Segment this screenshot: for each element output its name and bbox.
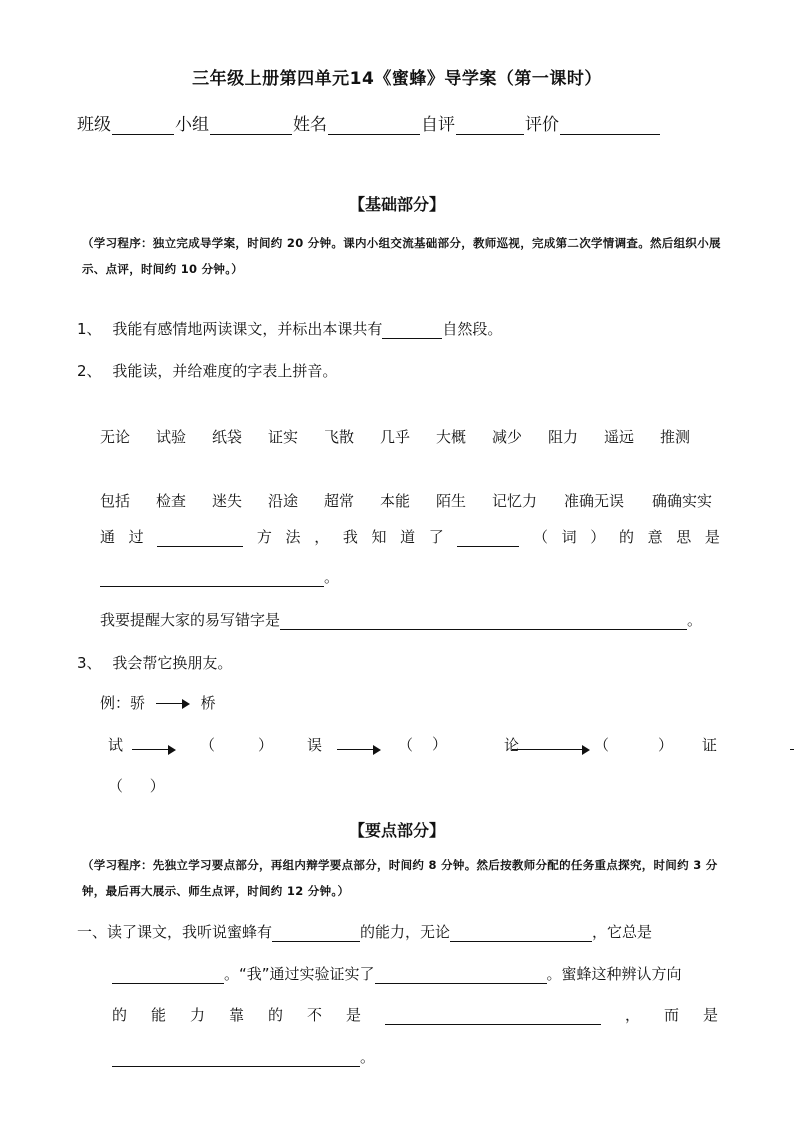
keypoint-question-1 bbox=[77, 921, 652, 942]
eval-field[interactable] bbox=[560, 116, 660, 135]
vocab-word: 陌生 bbox=[436, 492, 467, 510]
kp1-char: 的 bbox=[112, 1006, 128, 1024]
q2-number: 2、 bbox=[77, 362, 102, 380]
group-label: 小组 bbox=[175, 115, 209, 135]
kp1-proved-blank[interactable] bbox=[375, 967, 547, 984]
vocab-word: 记忆力 bbox=[492, 492, 538, 510]
kp1-not-blank[interactable] bbox=[385, 1008, 601, 1025]
paren-close: ） bbox=[658, 736, 674, 754]
vocab-word: 遥远 bbox=[604, 428, 635, 446]
page-title: 三年级上册第四单元14《蜜蜂》导学案（第一课时） bbox=[192, 69, 602, 89]
q3-number: 3、 bbox=[77, 654, 102, 672]
vocab-word: 证实 bbox=[268, 428, 299, 446]
kp1-char: 是 bbox=[346, 1006, 362, 1024]
vocab-word: 几乎 bbox=[380, 428, 411, 446]
vocab-word: 无论 bbox=[100, 428, 131, 446]
exercise-char: 论 bbox=[504, 736, 520, 754]
q1-text-end: 自然段。 bbox=[442, 320, 503, 338]
kp1-text: 。“我”通过实验证实了 bbox=[224, 965, 375, 983]
example-label: 例：骄 bbox=[100, 694, 146, 712]
meaning-char: 知 bbox=[371, 528, 387, 546]
basic-question-2 bbox=[77, 360, 337, 381]
remind-line bbox=[100, 609, 702, 630]
kp1-char: 能 bbox=[151, 1006, 167, 1024]
exercise-char: 证 bbox=[702, 736, 718, 754]
self-eval-field[interactable] bbox=[456, 116, 524, 135]
vocab-word: 本能 bbox=[380, 492, 411, 510]
kp1-char: 靠 bbox=[229, 1006, 245, 1024]
kp1-number: 一、 bbox=[77, 923, 108, 941]
paren-close: ） bbox=[149, 777, 165, 795]
q1-blank[interactable] bbox=[382, 322, 442, 339]
meaning-char: 我 bbox=[342, 528, 358, 546]
name-label: 姓名 bbox=[293, 115, 327, 135]
vocab-word: 试验 bbox=[156, 428, 187, 446]
meaning-char: ， bbox=[314, 528, 330, 546]
vocab-word: 确确实实 bbox=[652, 492, 713, 510]
paren-close: ） bbox=[432, 735, 448, 753]
meaning-char: 通 bbox=[100, 528, 116, 546]
q3-text: 我会帮它换朋友。 bbox=[112, 654, 233, 672]
name-field[interactable] bbox=[328, 116, 420, 135]
meaning-line bbox=[100, 526, 720, 547]
q2-text: 我能读，并给难度的字表上拼音。 bbox=[112, 362, 338, 380]
meaning-char: 意 bbox=[647, 528, 663, 546]
kp1-ability-blank[interactable] bbox=[272, 925, 360, 942]
kp1-text: 的能力，无论 bbox=[360, 923, 451, 941]
meaning-char: 过 bbox=[128, 528, 144, 546]
vocab-word: 超常 bbox=[324, 492, 355, 510]
vocab-word: 推测 bbox=[660, 428, 691, 446]
student-info-row bbox=[77, 110, 661, 135]
keypoint-question-1-line-4 bbox=[112, 1046, 375, 1067]
basic-question-3 bbox=[77, 652, 232, 673]
kp1-char: ， bbox=[624, 1006, 640, 1024]
basic-section-heading: 【基础部分】 bbox=[348, 195, 445, 214]
kp1-always-blank[interactable] bbox=[112, 967, 224, 984]
q1-text: 我能有感情地两读课文，并标出本课共有 bbox=[112, 320, 383, 338]
meaning-blank[interactable] bbox=[100, 570, 324, 587]
meaning-char: 方 bbox=[256, 528, 272, 546]
basic-section-note: （学习程序：独立完成导学案，时间约 20 分钟。课内小组交流基础部分，教师巡视，完成第二次学情调查。然后组织小展示、点评，时间约 10 分钟。） bbox=[82, 236, 721, 276]
self-eval-label: 自评 bbox=[421, 115, 455, 135]
meaning-line-continuation bbox=[100, 566, 339, 587]
word-blank[interactable] bbox=[457, 530, 519, 547]
paren-close: ） bbox=[258, 736, 274, 754]
kp1-char: 不 bbox=[307, 1006, 323, 1024]
meaning-char: 法 bbox=[285, 528, 301, 546]
class-field[interactable] bbox=[112, 116, 174, 135]
exercise-char: 试 bbox=[108, 736, 124, 754]
paren-open: （ bbox=[398, 736, 414, 754]
remind-text: 我要提醒大家的易写错字是 bbox=[100, 611, 281, 629]
vocab-word: 迷失 bbox=[212, 492, 243, 510]
exercise-line bbox=[108, 734, 720, 756]
kp1-text: ，它总是 bbox=[592, 923, 653, 941]
meaning-char: 词 bbox=[561, 528, 577, 546]
kp1-condition-blank[interactable] bbox=[450, 925, 592, 942]
meaning-end: 。 bbox=[324, 568, 340, 586]
q1-number: 1、 bbox=[77, 320, 102, 338]
right-arrow-icon bbox=[337, 745, 381, 755]
meaning-char: ） bbox=[590, 528, 606, 546]
kp1-text: 。蜜蜂这种辨认方向 bbox=[546, 965, 682, 983]
vocab-word: 检查 bbox=[156, 492, 187, 510]
example-target: 桥 bbox=[200, 694, 216, 712]
kp1-but-blank[interactable] bbox=[112, 1050, 360, 1067]
kp1-char: 力 bbox=[190, 1006, 206, 1024]
kp1-text: 读了课文，我听说蜜蜂有 bbox=[107, 923, 273, 941]
meaning-char: 思 bbox=[676, 528, 692, 546]
right-arrow-icon bbox=[790, 745, 794, 755]
exercise-line-continuation bbox=[108, 775, 168, 796]
meaning-char: 了 bbox=[428, 528, 444, 546]
keypoints-section-heading: 【要点部分】 bbox=[348, 821, 445, 840]
vocab-word: 飞散 bbox=[324, 428, 355, 446]
meaning-char: 的 bbox=[618, 528, 634, 546]
paren-open: （ bbox=[594, 736, 610, 754]
vocab-word: 阻力 bbox=[548, 428, 579, 446]
vocab-word: 纸袋 bbox=[212, 428, 243, 446]
paren-open: （ bbox=[200, 736, 216, 754]
kp1-end: 。 bbox=[360, 1048, 376, 1066]
meaning-char: 是 bbox=[704, 528, 720, 546]
kp1-char: 的 bbox=[268, 1006, 284, 1024]
keypoints-section-note: （学习程序：先独立学习要点部分，再组内辩学要点部分，时间约 8 分钟。然后按教师分配的任务重点探究，时间约 3 分钟，最后再大展示、师生点评，时间约 12 分钟。） bbox=[82, 858, 718, 898]
class-label: 班级 bbox=[77, 115, 111, 135]
remind-blank[interactable] bbox=[280, 613, 687, 630]
paren-open: （ bbox=[108, 777, 124, 795]
basic-question-1 bbox=[77, 318, 502, 339]
meaning-char: 道 bbox=[400, 528, 416, 546]
right-arrow-icon bbox=[132, 745, 176, 755]
method-blank[interactable] bbox=[157, 530, 243, 547]
kp1-char: 而 bbox=[663, 1006, 679, 1024]
keypoint-question-1-line-2 bbox=[112, 963, 682, 984]
eval-label: 评价 bbox=[525, 115, 559, 135]
group-field[interactable] bbox=[210, 116, 292, 135]
right-arrow-icon bbox=[156, 699, 190, 709]
vocab-word: 包括 bbox=[100, 492, 131, 510]
vocab-word: 准确无误 bbox=[564, 492, 625, 510]
exercise-char: 误 bbox=[307, 736, 323, 754]
keypoint-question-1-line-3 bbox=[112, 1004, 718, 1025]
vocab-word: 减少 bbox=[492, 428, 523, 446]
example-line bbox=[100, 692, 216, 713]
remind-end: 。 bbox=[687, 611, 703, 629]
meaning-char: （ bbox=[533, 528, 549, 546]
vocab-word: 沿途 bbox=[268, 492, 299, 510]
vocab-word: 大概 bbox=[436, 428, 467, 446]
kp1-char: 是 bbox=[702, 1006, 718, 1024]
right-arrow-icon bbox=[512, 745, 590, 755]
